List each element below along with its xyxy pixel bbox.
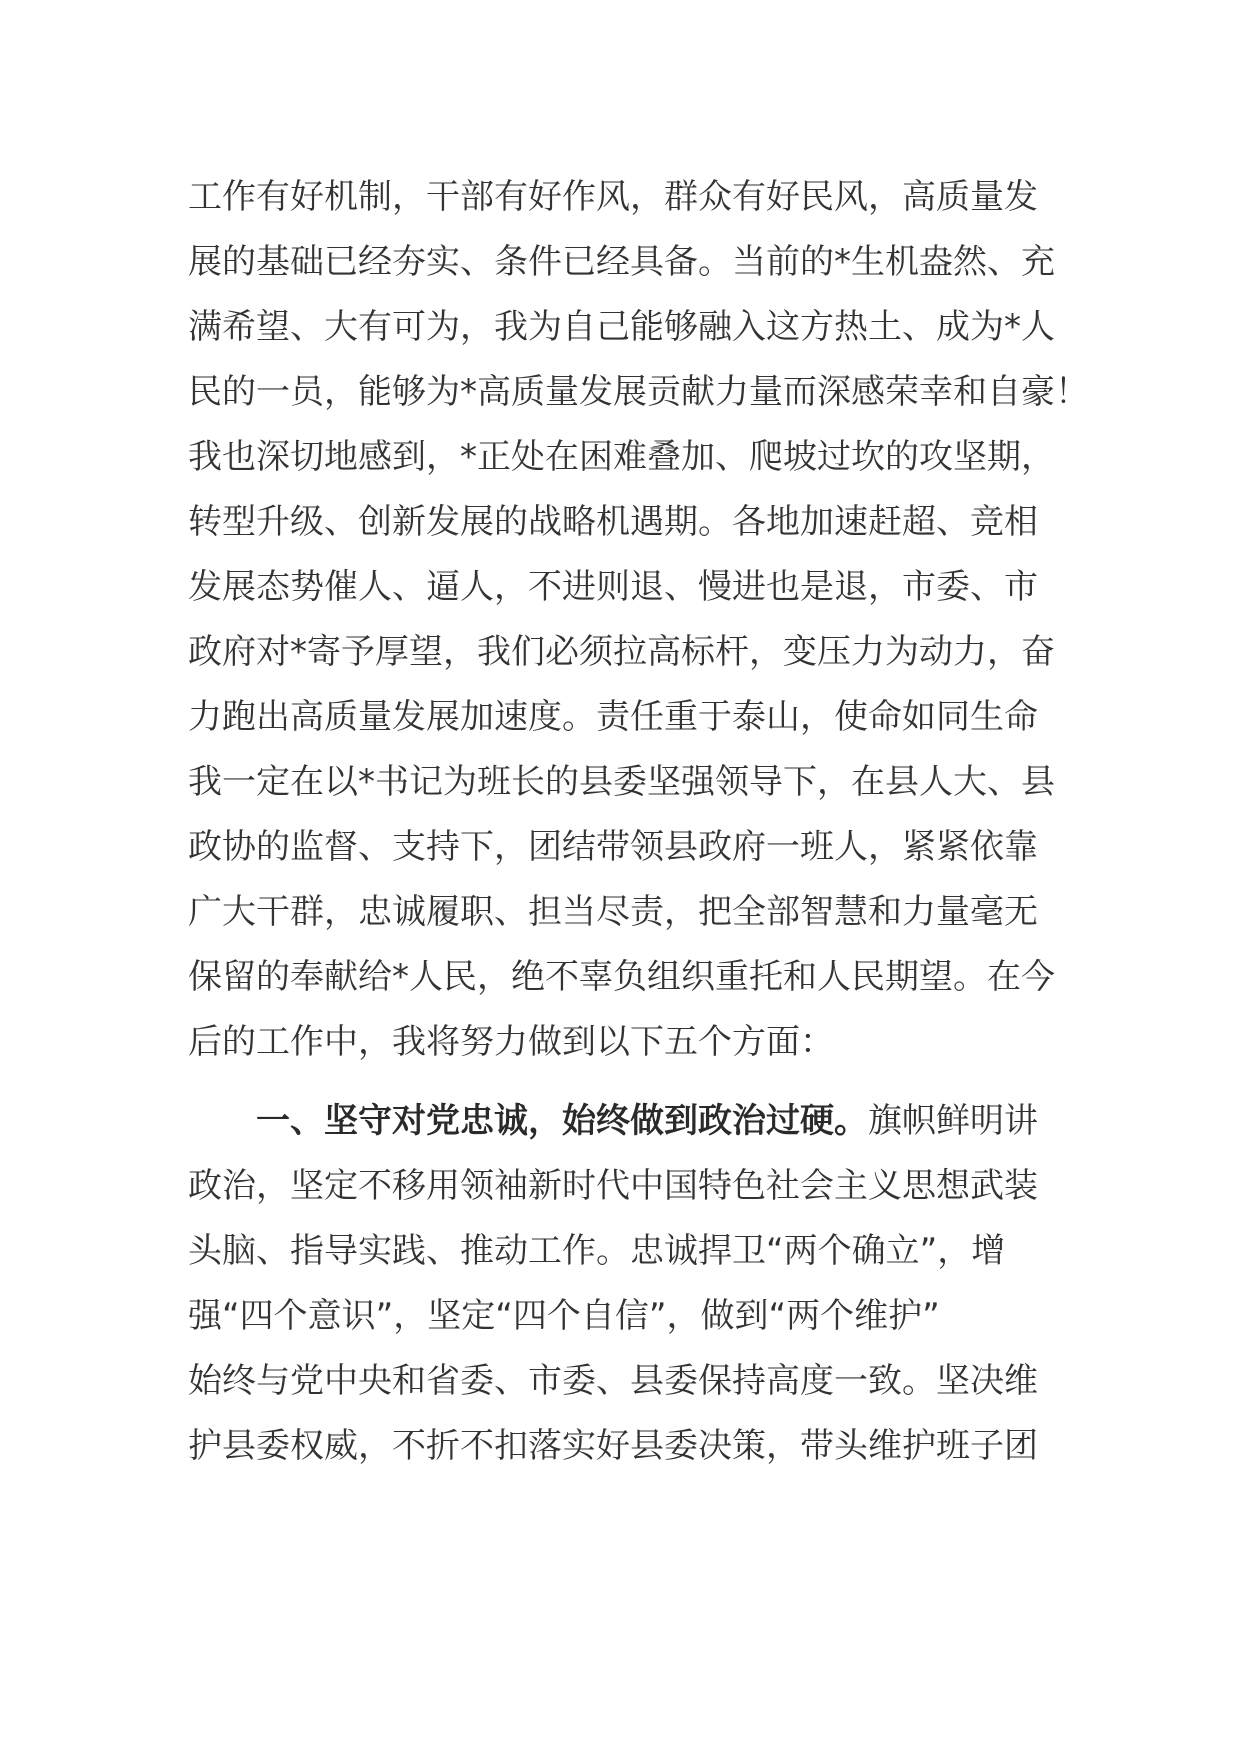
section-1-heading: 一、坚守对党忠诚，始终做到政治过硬。 (256, 1101, 868, 1141)
text-line: 始终与党中央和省委、市委、县委保持高度一致。坚决维 (188, 1361, 1038, 1401)
text-line: 满希望、大有可为，我为自己能够融入这方热土、成为*人 (188, 307, 1055, 347)
text-line: 政治，坚定不移用领袖新时代中国特色社会主义思想武装 (188, 1166, 1038, 1206)
text-line: 强“四个意识”，坚定“四个自信”，做到“两个维护” (188, 1296, 940, 1336)
section-1-first-line (188, 1089, 1088, 1154)
text-line: 后的工作中，我将努力做到以下五个方面： (188, 1022, 834, 1062)
text-line: 护县委权威，不折不扣落实好县委决策，带头维护班子团 (188, 1426, 1038, 1466)
text-line: 工作有好机制，干部有好作风，群众有好民风，高质量发 (188, 177, 1038, 217)
text-line: 广大干群，忠诚履职、担当尽责，把全部智慧和力量毫无 (188, 892, 1038, 932)
paragraph-1 (188, 165, 1088, 1075)
text-line: 力跑出高质量发展加速度。责任重于泰山，使命如同生命 (188, 697, 1038, 737)
text-line: 我一定在以*书记为班长的县委坚强领导下，在县人大、县 (188, 762, 1055, 802)
text-line: 政府对*寄予厚望，我们必须拉高标杆，变压力为动力，奋 (188, 632, 1055, 672)
text-line: 展的基础已经夯实、条件已经具备。当前的*生机盎然、充 (188, 242, 1055, 282)
text-line: 头脑、指导实践、推动工作。忠诚捍卫“两个确立”，增 (188, 1231, 1006, 1271)
text-line: 发展态势催人、逼人，不进则退、慢进也是退，市委、市 (188, 567, 1038, 607)
text-line: 转型升级、创新发展的战略机遇期。各地加速赶超、竞相 (188, 502, 1038, 542)
section-1-first-line-rest: 旗帜鲜明讲 (868, 1101, 1038, 1141)
section-1 (188, 1089, 1088, 1479)
text-line: 保留的奉献给*人民，绝不辜负组织重托和人民期望。在今 (188, 957, 1055, 997)
paragraph-spacing (188, 1075, 1088, 1089)
text-line: 民的一员，能够为*高质量发展贡献力量而深感荣幸和自豪！ (188, 372, 1089, 412)
text-line: 我也深切地感到，*正处在困难叠加、爬坡过坎的攻坚期， (188, 437, 1055, 477)
text-line: 政协的监督、支持下，团结带领县政府一班人，紧紧依靠 (188, 827, 1038, 867)
body-text (188, 165, 1088, 1479)
